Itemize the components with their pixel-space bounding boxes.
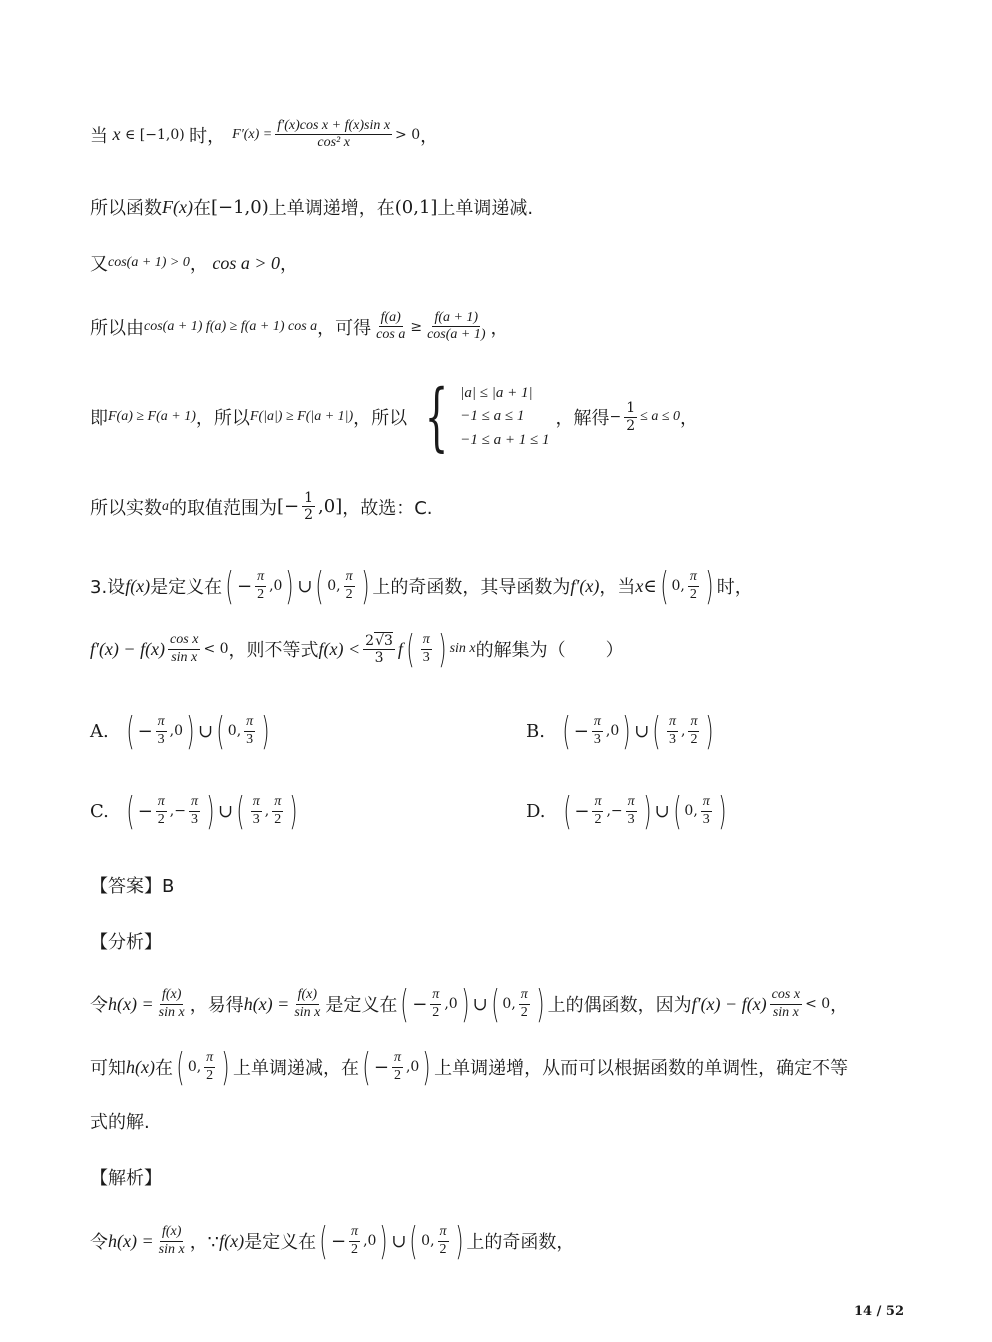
text-line-4: 所以由 cos(a + 1) f(a) ≥ f(a + 1) cos a ，可得 $\frac{f(a)}{\text{cos a}}$ ≥ $\frac{f(a + 1)}{\cos(a + 1)}$ ， bbox=[90, 310, 509, 343]
option-c-label[interactable]: C. bbox=[90, 800, 109, 822]
option-d-value[interactable]: ( − $\frac{\pi}{2}$ ,− $\frac{\pi}{3}$ ) ∪ ( 0, $\frac{\pi}{3}$ ) bbox=[562, 789, 727, 833]
fraction: $\frac{\text{f′(x)cos x + f(x)sin x}}{\text{cos² x}}$ bbox=[277, 118, 391, 151]
fraction: $\frac{2√3}{3}$ bbox=[365, 632, 393, 666]
option-b-label[interactable]: B. bbox=[526, 720, 545, 742]
analysis-heading bbox=[90, 928, 922, 954]
analysis-line-3: 式的解. bbox=[90, 1112, 150, 1133]
text-line-5: 即 F(a) ≥ F(a + 1) ，所以 F(|a|) ≥ F(|a + 1|) ，所以 { |a| ≤ |a + 1| −1 ≤ a ≤ 1 −1 ≤ a + 1 ≤ 1 ，解得 − $\frac{1}{2}$ ≤ a ≤ 0 ， bbox=[90, 374, 699, 460]
answer-line bbox=[90, 872, 922, 898]
text-line-3: 又 cos(a + 1) > 0 ， cos a > 0 ， bbox=[90, 252, 299, 275]
text-line-6: 所以实数 a 的取值范围为 [− $\frac{1}{2}$ ,0] ，故选：C. bbox=[90, 490, 433, 524]
fraction: $\frac{f(a + 1)}{\cos(a + 1)}$ bbox=[427, 310, 486, 343]
text-line-2: 所以函数 F(x) 在 [−1,0) 上单调递增，在 (0,1] 上单调递减. bbox=[90, 196, 534, 219]
option-a-label[interactable]: A. bbox=[90, 720, 109, 742]
math: x bbox=[108, 124, 121, 145]
fraction: $\frac{1}{2}$ bbox=[626, 400, 636, 434]
question-3-line-1: 3.设 f(x) 是定义在 ( − $\frac{\pi}{2}$ ,0 ) ∪ ( 0, $\frac{\pi}{2}$ ) 上的奇函数，其导函数为 f′(x) ，当 x ∈ ( 0, $\frac{\pi}{2}$ ) 时， bbox=[90, 564, 753, 608]
option-a-value[interactable]: ( − $\frac{\pi}{3}$ ,0 ) ∪ ( 0, $\frac{\pi}{3}$ ) bbox=[126, 709, 270, 753]
text-line-1: 当 x ∈ [−1,0) 时， F′(x) = $\frac{\text{f′(x)cos x + f(x)sin x}}{\text{cos² x}}$ > 0 ， bbox=[90, 118, 439, 151]
analysis-line-2: 可知 h(x) 在 ( 0, $\frac{\pi}{2}$ ) 上单调递减，在 ( − $\frac{\pi}{2}$ ,0 ) 上单调递增，从而可以根据函数的单调性，确定不等 bbox=[90, 1045, 849, 1089]
options-row-2 bbox=[90, 789, 922, 833]
fraction: $\frac{\text{cos x}}{\text{sin x}}$ bbox=[170, 632, 199, 665]
option-c-value[interactable]: ( − $\frac{\pi}{2}$ ,− $\frac{\pi}{3}$ ) ∪ ( $\frac{\pi}{3}$ , $\frac{\pi}{2}$ ) bbox=[126, 789, 298, 833]
option-b-value[interactable]: ( − $\frac{\pi}{3}$ ,0 ) ∪ ( $\frac{\pi}{3}$ , $\frac{\pi}{2}$ ) bbox=[562, 709, 714, 753]
solution-heading bbox=[90, 1164, 922, 1190]
solution-label: 【解析】 bbox=[90, 1168, 162, 1189]
page-number: 14 / 52 bbox=[854, 1304, 904, 1319]
analysis-line-1: 令 h(x) = $\frac{f(x)}{\text{sin x}}$ ，易得 h(x) = $\frac{f(x)}{\text{sin x}}$ 是定义在 ( − $\frac{\pi}{2}$ ,0 ) ∪ ( 0, $\frac{\pi}{2}$ ) 上的偶函数，因为 f′(x) − f(x) $\frac{\text{cos x}}{\text{sin x}}$ < 0 ， bbox=[90, 982, 849, 1026]
options-row-1 bbox=[90, 709, 922, 753]
case-system: { |a| ≤ |a + 1| −1 ≤ a ≤ 1 −1 ≤ a + 1 ≤ 1 bbox=[424, 374, 550, 460]
analysis-label: 【分析】 bbox=[90, 932, 162, 953]
question-3-line-2: f′(x) − f(x) $\frac{\text{cos x}}{\text{sin x}}$ < 0 ，则不等式 f(x) < $\frac{2√3}{3}$ f ( $\frac{\pi}{3}$ ) sin x 的解集为（ ） bbox=[90, 627, 624, 671]
answer-label: 【答案】B bbox=[90, 876, 175, 897]
fraction: $\frac{f(a)}{\text{cos a}}$ bbox=[376, 310, 406, 343]
solution-line-1: 令 h(x) = $\frac{f(x)}{\text{sin x}}$ ，∵ f(x) 是定义在 ( − $\frac{\pi}{2}$ ,0 ) ∪ ( 0, $\frac{\pi}{2}$ ) 上的奇函数， bbox=[90, 1219, 575, 1263]
fraction: $\frac{1}{2}$ bbox=[304, 490, 314, 524]
option-d-label[interactable]: D. bbox=[526, 800, 546, 822]
